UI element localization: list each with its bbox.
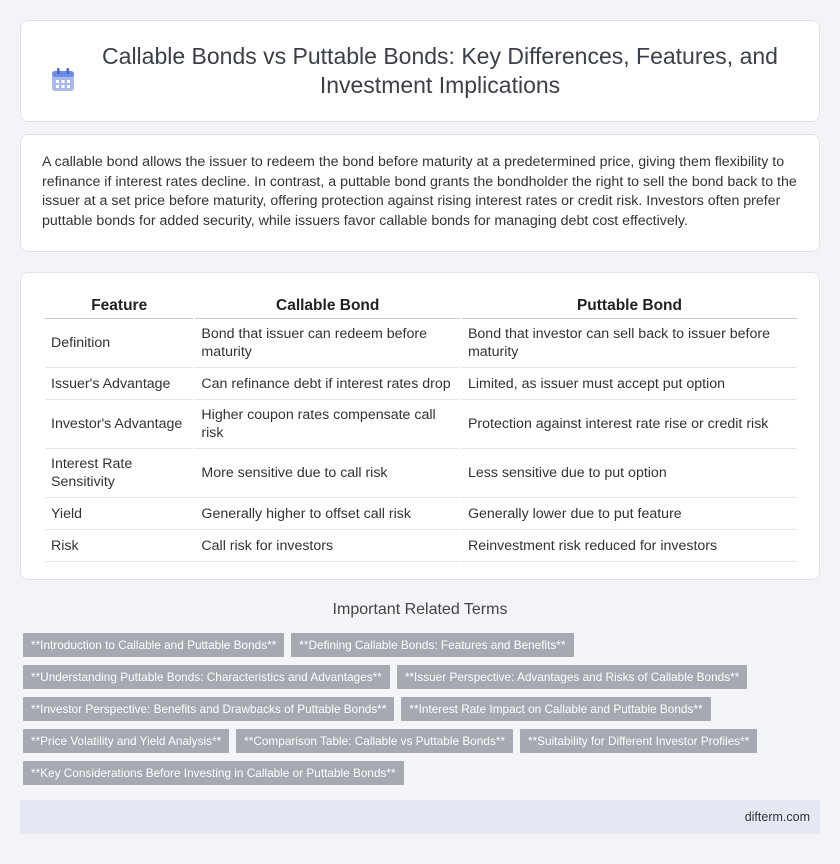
table-cell: Call risk for investors xyxy=(195,530,460,562)
table-row xyxy=(45,530,797,562)
table-header-row xyxy=(45,293,797,319)
comparison-table xyxy=(43,293,799,562)
column-header: Callable Bond xyxy=(195,293,460,319)
table-cell: Protection against interest rate rise or credit risk xyxy=(462,400,797,449)
related-term-tag[interactable]: **Comparison Table: Callable vs Puttable Bonds** xyxy=(236,729,513,753)
related-term-tag[interactable]: **Investor Perspective: Benefits and Drawbacks of Puttable Bonds** xyxy=(23,697,394,721)
footer xyxy=(20,800,820,834)
related-term-tag[interactable]: **Interest Rate Impact on Callable and Puttable Bonds** xyxy=(401,697,710,721)
calendar-icon xyxy=(50,67,76,93)
table-row xyxy=(45,368,797,400)
table-row xyxy=(45,400,797,449)
related-term-tag[interactable]: **Price Volatility and Yield Analysis** xyxy=(23,729,229,753)
table-cell: Limited, as issuer must accept put option xyxy=(462,368,797,400)
table-cell: Higher coupon rates compensate call risk xyxy=(195,400,460,449)
comparison-table-card xyxy=(20,272,820,580)
related-terms-list xyxy=(23,633,823,785)
table-cell: Investor's Advantage xyxy=(45,400,193,449)
table-cell: Generally lower due to put feature xyxy=(462,498,797,530)
table-cell: Yield xyxy=(45,498,193,530)
related-terms-heading: Important Related Terms xyxy=(332,601,508,618)
table-row xyxy=(45,498,797,530)
table-cell: Issuer's Advantage xyxy=(45,368,193,400)
table-cell: Can refinance debt if interest rates drop xyxy=(195,368,460,400)
related-term-tag[interactable]: **Key Considerations Before Investing in Callable or Puttable Bonds** xyxy=(23,761,404,785)
table-cell: Generally higher to offset call risk xyxy=(195,498,460,530)
table-row xyxy=(45,449,797,498)
table-cell: Definition xyxy=(45,319,193,368)
related-term-tag[interactable]: **Understanding Puttable Bonds: Characteristics and Advantages** xyxy=(23,665,390,689)
table-cell: Bond that issuer can redeem before maturity xyxy=(195,319,460,368)
table-cell: Interest Rate Sensitivity xyxy=(45,449,193,498)
table-cell: Risk xyxy=(45,530,193,562)
summary-card xyxy=(20,134,820,252)
table-cell: Bond that investor can sell back to issuer before maturity xyxy=(462,319,797,368)
table-row xyxy=(45,319,797,368)
summary-text: A callable bond allows the issuer to redeem the bond before maturity at a predetermined price, giving them flexibility to refinance if interest rates decline. In contrast, a puttable bond grants the bondholder the right to sell the bond back to the issuer at a set price before maturity, offering protection against rising interest rates or credit risk. Investors often prefer puttable bonds for added security, while issuers favor callable bonds for managing debt cost effectively. xyxy=(42,154,797,229)
header-card xyxy=(20,20,820,122)
related-term-tag[interactable]: **Suitability for Different Investor Profiles** xyxy=(520,729,757,753)
table-cell: Reinvestment risk reduced for investors xyxy=(462,530,797,562)
related-term-tag[interactable]: **Issuer Perspective: Advantages and Risks of Callable Bonds** xyxy=(397,665,747,689)
table-cell: More sensitive due to call risk xyxy=(195,449,460,498)
related-term-tag[interactable]: **Introduction to Callable and Puttable Bonds** xyxy=(23,633,284,657)
column-header: Puttable Bond xyxy=(462,293,797,319)
site-link[interactable]: difterm.com xyxy=(744,810,810,824)
table-cell: Less sensitive due to put option xyxy=(462,449,797,498)
page-title: Callable Bonds vs Puttable Bonds: Key Differences, Features, and Investment Implications xyxy=(102,43,778,98)
column-header: Feature xyxy=(45,293,193,319)
related-term-tag[interactable]: **Defining Callable Bonds: Features and Benefits** xyxy=(291,633,573,657)
